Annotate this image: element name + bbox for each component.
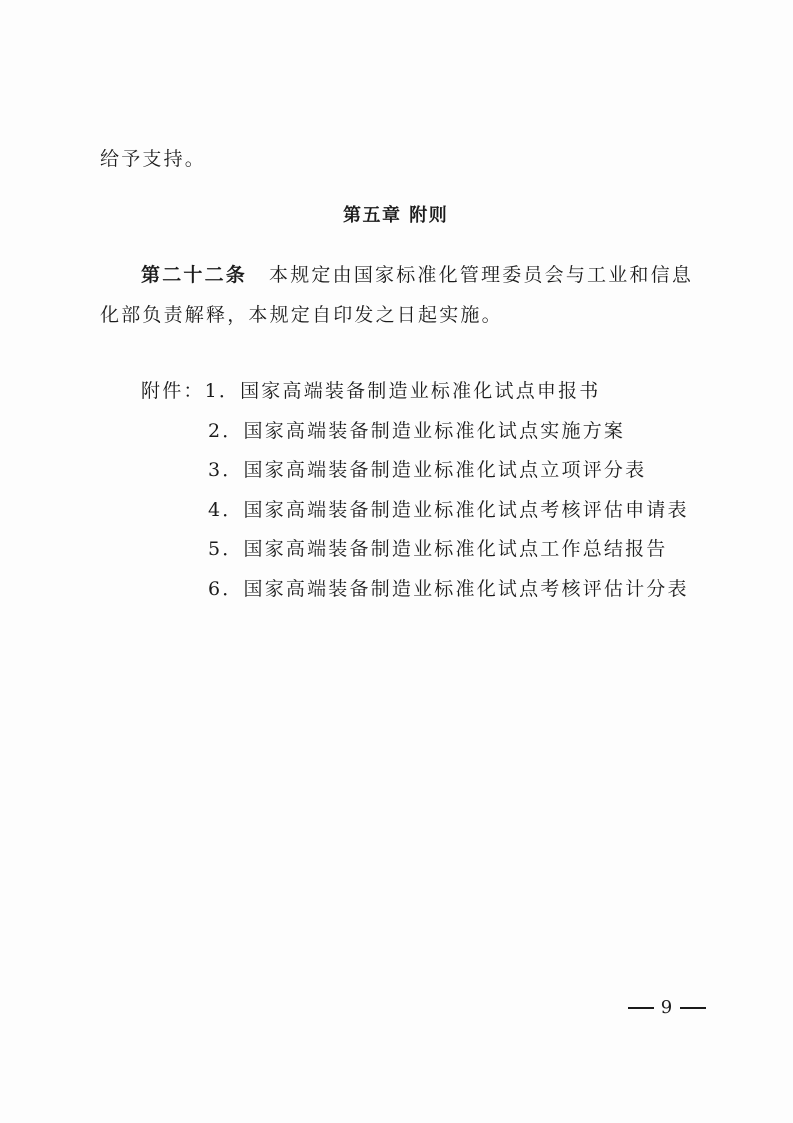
- attachment-row-1: [141, 378, 601, 404]
- article-text-line-2: 化部负责解释，本规定自印发之日起实施。: [100, 304, 503, 326]
- page-number: 9: [660, 997, 674, 1018]
- attachment-item: 2．国家高端装备制造业标准化试点实施方案: [208, 420, 626, 442]
- article-text-line-1: 本规定由国家标准化管理委员会与工业和信息: [269, 264, 694, 286]
- attachments-label: 附件：: [141, 380, 205, 402]
- chapter-heading: 第五章 附则: [343, 205, 449, 226]
- attachment-item: 5．国家高端装备制造业标准化试点工作总结报告: [208, 538, 668, 560]
- continuation-text: 给予支持。: [100, 148, 207, 170]
- dash-left: [628, 1007, 654, 1009]
- attachment-item: 6．国家高端装备制造业标准化试点考核评估计分表: [208, 578, 689, 600]
- attachment-item: 3．国家高端装备制造业标准化试点立项评分表: [208, 459, 647, 481]
- attachment-item: 1．国家高端装备制造业标准化试点申报书: [204, 380, 601, 402]
- page-number-footer: [628, 996, 706, 1020]
- article-paragraph-line-1: [141, 262, 693, 288]
- article-label: 第二十二条: [141, 264, 248, 286]
- dash-right: [680, 1007, 706, 1009]
- attachment-item: 4．国家高端装备制造业标准化试点考核评估申请表: [208, 499, 689, 521]
